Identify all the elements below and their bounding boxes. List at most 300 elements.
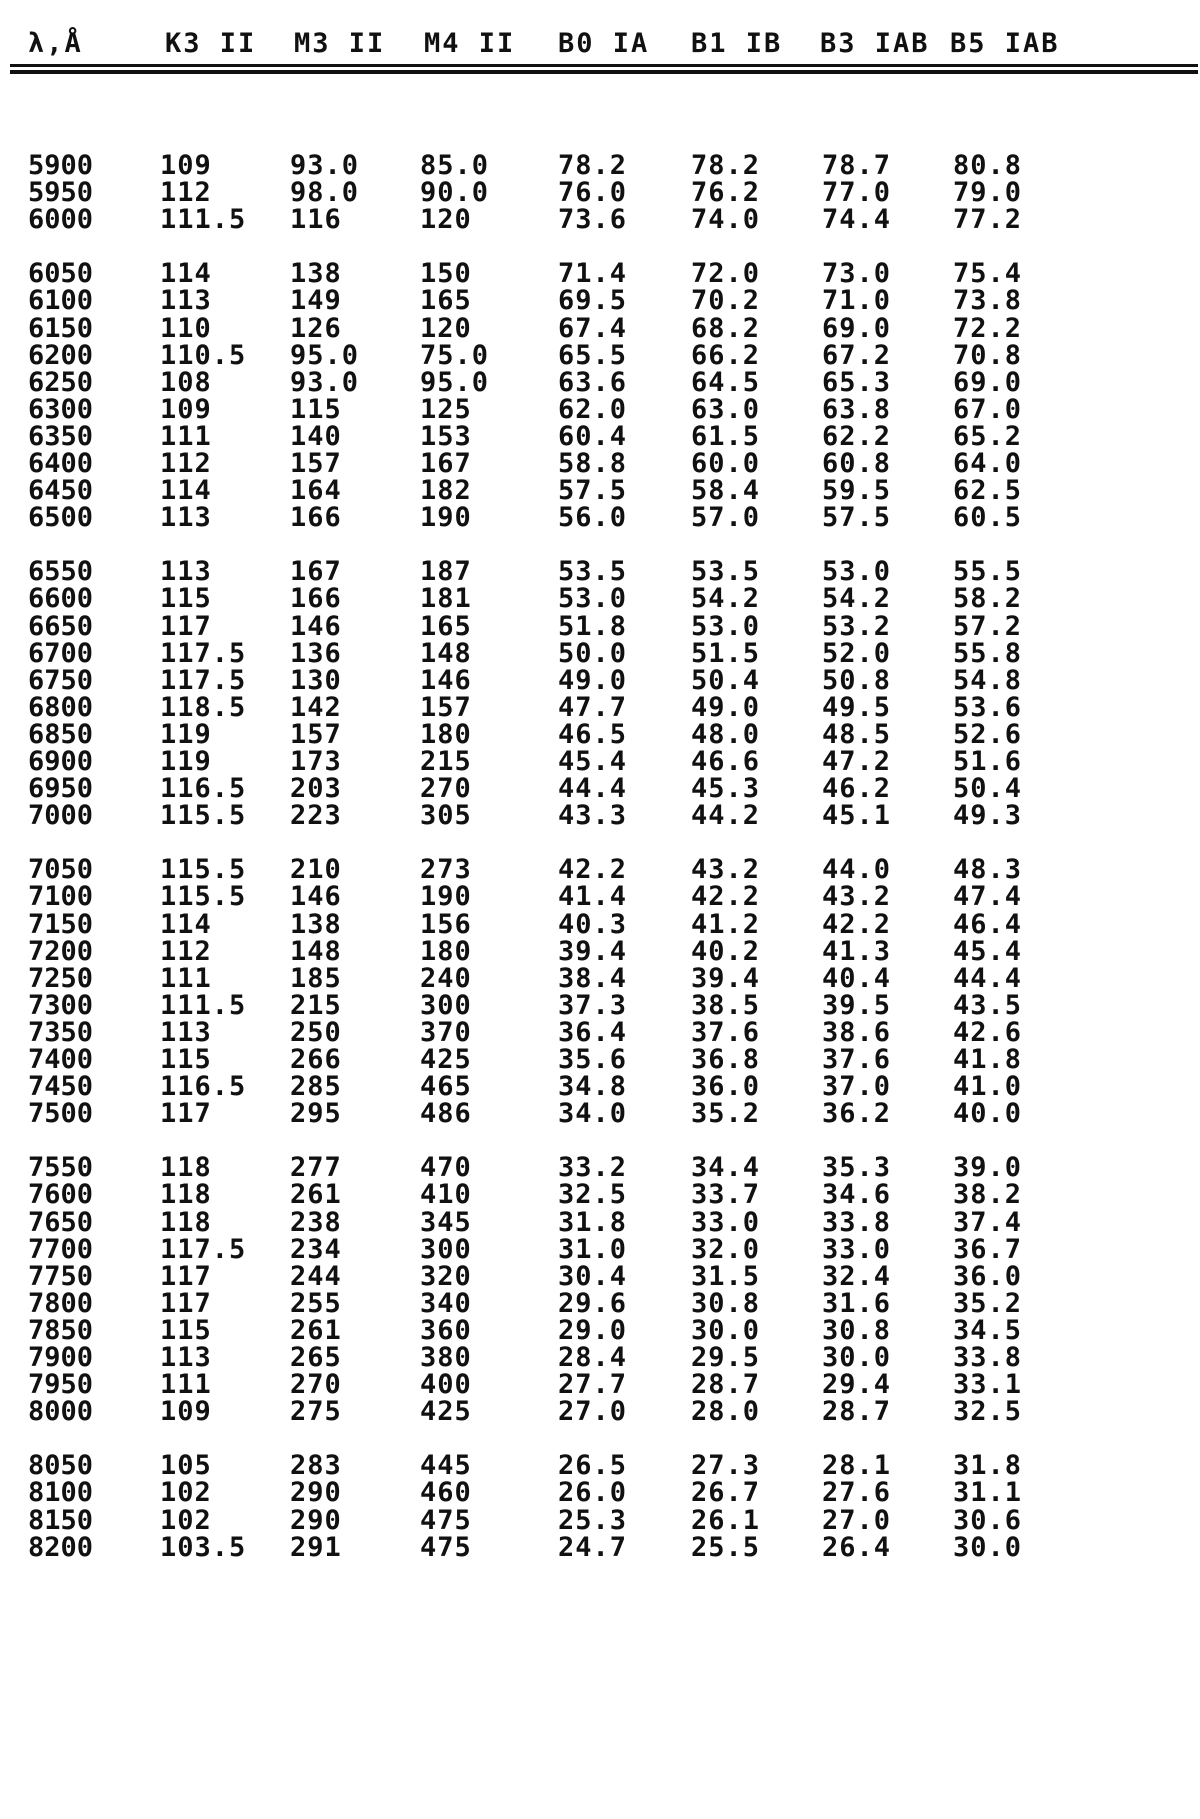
cell-m4-ii: 215 <box>420 746 472 777</box>
cell-k3-ii: 118.5 <box>160 691 247 723</box>
cell-k3-ii: 117 <box>160 1260 212 1292</box>
cell-b3-iab: 67.2 <box>822 339 892 371</box>
cell-b3-iab: 37.0 <box>822 1071 892 1103</box>
cell-b5-iab: 34.5 <box>953 1314 1023 1346</box>
cell-k3-ii: 116.5 <box>160 773 247 805</box>
cell-m3-ii: 138 <box>290 908 342 940</box>
cell-b5-iab: 55.8 <box>953 637 1023 669</box>
header-b3-iab: B3 IAB <box>820 28 930 59</box>
cell-wavelength: 7150 <box>28 908 94 940</box>
cell-b0-ia: 34.8 <box>558 1071 628 1103</box>
cell-wavelength: 7000 <box>28 800 94 832</box>
cell-m3-ii: 277 <box>290 1152 342 1184</box>
cell-k3-ii: 117 <box>160 1287 212 1319</box>
cell-b5-iab: 33.1 <box>953 1369 1023 1401</box>
cell-k3-ii: 117 <box>160 610 212 642</box>
cell-b0-ia: 46.5 <box>558 718 628 750</box>
table-row <box>0 800 1200 831</box>
cell-b1-ib: 28.0 <box>691 1396 761 1428</box>
cell-b1-ib: 31.5 <box>691 1260 761 1292</box>
cell-m3-ii: 261 <box>290 1314 342 1346</box>
cell-wavelength: 6300 <box>28 393 94 425</box>
cell-b5-iab: 55.5 <box>953 556 1023 588</box>
cell-b0-ia: 28.4 <box>558 1342 628 1373</box>
cell-m3-ii: 130 <box>290 664 342 696</box>
cell-m4-ii: 345 <box>420 1206 472 1238</box>
cell-m3-ii: 291 <box>290 1531 342 1563</box>
cell-wavelength: 6450 <box>28 475 94 507</box>
cell-m4-ii: 300 <box>420 989 472 1021</box>
cell-m3-ii: 290 <box>290 1477 342 1509</box>
cell-b1-ib: 58.4 <box>691 475 761 507</box>
cell-m4-ii: 320 <box>420 1260 472 1292</box>
cell-wavelength: 6550 <box>28 556 94 588</box>
cell-m3-ii: 215 <box>290 989 342 1021</box>
cell-wavelength: 7700 <box>28 1233 94 1265</box>
cell-b0-ia: 47.7 <box>558 691 628 723</box>
cell-b0-ia: 31.8 <box>558 1206 628 1238</box>
cell-b1-ib: 74.0 <box>691 204 761 236</box>
cell-wavelength: 6600 <box>28 583 94 615</box>
cell-b0-ia: 29.6 <box>558 1287 628 1319</box>
cell-wavelength: 5950 <box>28 177 94 209</box>
cell-k3-ii: 111 <box>160 1369 212 1401</box>
cell-wavelength: 6050 <box>28 258 94 290</box>
cell-b5-iab: 49.3 <box>953 800 1023 832</box>
cell-m3-ii: 290 <box>290 1504 342 1536</box>
cell-b5-iab: 31.8 <box>953 1450 1023 1482</box>
cell-wavelength: 6700 <box>28 637 94 669</box>
cell-b1-ib: 26.1 <box>691 1504 761 1536</box>
cell-b3-iab: 28.1 <box>822 1450 892 1482</box>
cell-b3-iab: 37.6 <box>822 1044 892 1075</box>
cell-b3-iab: 33.0 <box>822 1233 892 1265</box>
cell-b3-iab: 62.2 <box>822 420 892 452</box>
cell-b3-iab: 54.2 <box>822 583 892 615</box>
cell-m4-ii: 445 <box>420 1450 472 1482</box>
cell-b5-iab: 70.8 <box>953 339 1023 371</box>
cell-b1-ib: 25.5 <box>691 1531 761 1563</box>
cell-b5-iab: 50.4 <box>953 773 1023 805</box>
cell-m4-ii: 305 <box>420 800 472 832</box>
cell-wavelength: 7500 <box>28 1098 94 1130</box>
cell-m4-ii: 90.0 <box>420 177 490 209</box>
cell-m4-ii: 475 <box>420 1504 472 1536</box>
cell-wavelength: 5900 <box>28 150 94 181</box>
cell-k3-ii: 109 <box>160 150 212 181</box>
cell-b5-iab: 39.0 <box>953 1152 1023 1184</box>
cell-b3-iab: 53.0 <box>822 556 892 588</box>
cell-b1-ib: 42.2 <box>691 881 761 913</box>
cell-b3-iab: 65.3 <box>822 366 892 398</box>
cell-m4-ii: 300 <box>420 1233 472 1265</box>
cell-wavelength: 7100 <box>28 881 94 913</box>
cell-m3-ii: 136 <box>290 637 342 669</box>
cell-b0-ia: 29.0 <box>558 1314 628 1346</box>
cell-wavelength: 6100 <box>28 285 94 317</box>
cell-b5-iab: 72.2 <box>953 312 1023 344</box>
cell-b0-ia: 50.0 <box>558 637 628 669</box>
cell-m3-ii: 115 <box>290 393 342 425</box>
table-row <box>0 1396 1200 1427</box>
cell-b5-iab: 38.2 <box>953 1179 1023 1211</box>
cell-k3-ii: 111.5 <box>160 989 247 1021</box>
cell-b3-iab: 33.8 <box>822 1206 892 1238</box>
cell-k3-ii: 119 <box>160 718 212 750</box>
cell-b1-ib: 51.5 <box>691 637 761 669</box>
cell-m3-ii: 244 <box>290 1260 342 1292</box>
cell-wavelength: 6000 <box>28 204 94 236</box>
cell-m3-ii: 166 <box>290 502 342 534</box>
cell-wavelength: 8100 <box>28 1477 94 1509</box>
cell-b1-ib: 30.0 <box>691 1314 761 1346</box>
cell-m3-ii: 140 <box>290 420 342 452</box>
cell-m4-ii: 167 <box>420 448 472 479</box>
cell-m3-ii: 148 <box>290 935 342 967</box>
cell-k3-ii: 105 <box>160 1450 212 1482</box>
cell-k3-ii: 113 <box>160 556 212 588</box>
cell-m4-ii: 146 <box>420 664 472 696</box>
table-row <box>0 502 1200 533</box>
cell-b5-iab: 75.4 <box>953 258 1023 290</box>
cell-b1-ib: 28.7 <box>691 1369 761 1401</box>
cell-b5-iab: 65.2 <box>953 420 1023 452</box>
cell-wavelength: 8050 <box>28 1450 94 1482</box>
cell-b5-iab: 44.4 <box>953 962 1023 994</box>
cell-b3-iab: 32.4 <box>822 1260 892 1292</box>
cell-b5-iab: 69.0 <box>953 366 1023 398</box>
cell-b1-ib: 61.5 <box>691 420 761 452</box>
cell-k3-ii: 113 <box>160 502 212 534</box>
cell-b3-iab: 30.8 <box>822 1314 892 1346</box>
cell-m4-ii: 190 <box>420 881 472 913</box>
cell-b3-iab: 30.0 <box>822 1342 892 1373</box>
cell-b3-iab: 27.0 <box>822 1504 892 1536</box>
cell-b1-ib: 29.5 <box>691 1342 761 1373</box>
cell-b0-ia: 40.3 <box>558 908 628 940</box>
cell-b1-ib: 43.2 <box>691 854 761 886</box>
cell-b0-ia: 39.4 <box>558 935 628 967</box>
cell-b5-iab: 41.8 <box>953 1044 1023 1075</box>
cell-m3-ii: 285 <box>290 1071 342 1103</box>
cell-wavelength: 7400 <box>28 1044 94 1075</box>
cell-m4-ii: 380 <box>420 1342 472 1373</box>
cell-wavelength: 6400 <box>28 448 94 479</box>
cell-b5-iab: 64.0 <box>953 448 1023 479</box>
cell-b3-iab: 63.8 <box>822 393 892 425</box>
cell-m4-ii: 190 <box>420 502 472 534</box>
cell-b0-ia: 71.4 <box>558 258 628 290</box>
cell-m3-ii: 98.0 <box>290 177 360 209</box>
cell-b0-ia: 31.0 <box>558 1233 628 1265</box>
cell-b3-iab: 44.0 <box>822 854 892 886</box>
cell-b0-ia: 41.4 <box>558 881 628 913</box>
cell-b0-ia: 51.8 <box>558 610 628 642</box>
cell-b0-ia: 69.5 <box>558 285 628 317</box>
cell-k3-ii: 111 <box>160 962 212 994</box>
cell-b3-iab: 49.5 <box>822 691 892 723</box>
cell-wavelength: 7800 <box>28 1287 94 1319</box>
cell-k3-ii: 110 <box>160 312 212 344</box>
cell-b3-iab: 57.5 <box>822 502 892 534</box>
cell-b1-ib: 36.0 <box>691 1071 761 1103</box>
cell-wavelength: 7200 <box>28 935 94 967</box>
cell-m4-ii: 181 <box>420 583 472 615</box>
cell-b3-iab: 43.2 <box>822 881 892 913</box>
cell-wavelength: 6350 <box>28 420 94 452</box>
cell-wavelength: 7550 <box>28 1152 94 1184</box>
cell-m4-ii: 180 <box>420 935 472 967</box>
header-wavelength: λ,Å <box>28 28 83 59</box>
cell-b1-ib: 33.0 <box>691 1206 761 1238</box>
cell-b3-iab: 27.6 <box>822 1477 892 1509</box>
header-rule-bottom <box>10 70 1198 74</box>
header-k3-ii: K3 II <box>165 28 257 59</box>
header-b1-ib: B1 IB <box>691 28 783 59</box>
cell-b3-iab: 71.0 <box>822 285 892 317</box>
cell-wavelength: 7900 <box>28 1342 94 1373</box>
table-row <box>0 1098 1200 1129</box>
cell-m3-ii: 93.0 <box>290 150 360 181</box>
cell-m4-ii: 95.0 <box>420 366 490 398</box>
cell-b1-ib: 66.2 <box>691 339 761 371</box>
cell-b1-ib: 57.0 <box>691 502 761 534</box>
cell-b1-ib: 70.2 <box>691 285 761 317</box>
cell-b0-ia: 35.6 <box>558 1044 628 1075</box>
cell-b5-iab: 53.6 <box>953 691 1023 723</box>
cell-wavelength: 6750 <box>28 664 94 696</box>
cell-b3-iab: 34.6 <box>822 1179 892 1211</box>
cell-b0-ia: 27.0 <box>558 1396 628 1428</box>
cell-b5-iab: 36.7 <box>953 1233 1023 1265</box>
cell-k3-ii: 109 <box>160 1396 212 1428</box>
cell-m3-ii: 95.0 <box>290 339 360 371</box>
cell-k3-ii: 113 <box>160 1342 212 1373</box>
cell-wavelength: 6250 <box>28 366 94 398</box>
cell-b5-iab: 77.2 <box>953 204 1023 236</box>
cell-b5-iab: 57.2 <box>953 610 1023 642</box>
cell-k3-ii: 111 <box>160 420 212 452</box>
cell-m4-ii: 273 <box>420 854 472 886</box>
cell-wavelength: 7750 <box>28 1260 94 1292</box>
cell-wavelength: 6150 <box>28 312 94 344</box>
cell-b0-ia: 44.4 <box>558 773 628 805</box>
cell-b0-ia: 26.5 <box>558 1450 628 1482</box>
header-b5-iab: B5 IAB <box>950 28 1060 59</box>
cell-b3-iab: 36.2 <box>822 1098 892 1130</box>
cell-m3-ii: 146 <box>290 881 342 913</box>
cell-k3-ii: 115.5 <box>160 881 247 913</box>
cell-b1-ib: 30.8 <box>691 1287 761 1319</box>
cell-b5-iab: 35.2 <box>953 1287 1023 1319</box>
cell-b5-iab: 30.0 <box>953 1531 1023 1563</box>
cell-b5-iab: 58.2 <box>953 583 1023 615</box>
cell-b3-iab: 46.2 <box>822 773 892 805</box>
cell-b5-iab: 45.4 <box>953 935 1023 967</box>
cell-m3-ii: 283 <box>290 1450 342 1482</box>
cell-m4-ii: 153 <box>420 420 472 452</box>
cell-b5-iab: 36.0 <box>953 1260 1023 1292</box>
cell-m4-ii: 125 <box>420 393 472 425</box>
cell-b1-ib: 39.4 <box>691 962 761 994</box>
cell-wavelength: 6500 <box>28 502 94 534</box>
cell-b1-ib: 45.3 <box>691 773 761 805</box>
cell-wavelength: 8150 <box>28 1504 94 1536</box>
cell-m4-ii: 182 <box>420 475 472 507</box>
cell-b3-iab: 40.4 <box>822 962 892 994</box>
header-m3-ii: M3 II <box>294 28 386 59</box>
cell-m3-ii: 167 <box>290 556 342 588</box>
cell-b1-ib: 41.2 <box>691 908 761 940</box>
cell-b3-iab: 52.0 <box>822 637 892 669</box>
cell-b0-ia: 42.2 <box>558 854 628 886</box>
cell-m4-ii: 240 <box>420 962 472 994</box>
cell-m4-ii: 150 <box>420 258 472 290</box>
cell-b5-iab: 60.5 <box>953 502 1023 534</box>
cell-b5-iab: 43.5 <box>953 989 1023 1021</box>
cell-b0-ia: 67.4 <box>558 312 628 344</box>
cell-wavelength: 7850 <box>28 1314 94 1346</box>
cell-m4-ii: 85.0 <box>420 150 490 181</box>
cell-wavelength: 8200 <box>28 1531 94 1563</box>
cell-b0-ia: 30.4 <box>558 1260 628 1292</box>
header-rule-top <box>10 64 1198 67</box>
cell-b5-iab: 33.8 <box>953 1342 1023 1373</box>
cell-wavelength: 6850 <box>28 718 94 750</box>
cell-b0-ia: 60.4 <box>558 420 628 452</box>
cell-b0-ia: 37.3 <box>558 989 628 1021</box>
cell-m4-ii: 475 <box>420 1531 472 1563</box>
cell-b0-ia: 57.5 <box>558 475 628 507</box>
cell-k3-ii: 112 <box>160 448 212 479</box>
cell-m3-ii: 164 <box>290 475 342 507</box>
cell-m3-ii: 146 <box>290 610 342 642</box>
cell-b0-ia: 62.0 <box>558 393 628 425</box>
cell-wavelength: 7050 <box>28 854 94 886</box>
cell-b3-iab: 42.2 <box>822 908 892 940</box>
cell-m3-ii: 270 <box>290 1369 342 1401</box>
cell-k3-ii: 112 <box>160 177 212 209</box>
cell-b3-iab: 48.5 <box>822 718 892 750</box>
cell-k3-ii: 113 <box>160 285 212 317</box>
cell-m3-ii: 157 <box>290 448 342 479</box>
cell-k3-ii: 115 <box>160 1314 212 1346</box>
cell-wavelength: 7250 <box>28 962 94 994</box>
cell-wavelength: 7450 <box>28 1071 94 1103</box>
cell-wavelength: 7950 <box>28 1369 94 1401</box>
cell-b3-iab: 47.2 <box>822 746 892 777</box>
cell-b1-ib: 36.8 <box>691 1044 761 1075</box>
cell-b0-ia: 33.2 <box>558 1152 628 1184</box>
cell-k3-ii: 112 <box>160 935 212 967</box>
cell-b3-iab: 28.7 <box>822 1396 892 1428</box>
cell-k3-ii: 116.5 <box>160 1071 247 1103</box>
cell-m3-ii: 157 <box>290 718 342 750</box>
cell-m3-ii: 93.0 <box>290 366 360 398</box>
cell-m4-ii: 400 <box>420 1369 472 1401</box>
cell-b1-ib: 32.0 <box>691 1233 761 1265</box>
cell-b5-iab: 48.3 <box>953 854 1023 886</box>
cell-b3-iab: 78.7 <box>822 150 892 181</box>
cell-b0-ia: 45.4 <box>558 746 628 777</box>
cell-b3-iab: 69.0 <box>822 312 892 344</box>
cell-m3-ii: 275 <box>290 1396 342 1428</box>
cell-k3-ii: 108 <box>160 366 212 398</box>
cell-m3-ii: 261 <box>290 1179 342 1211</box>
cell-b1-ib: 60.0 <box>691 448 761 479</box>
cell-b5-iab: 47.4 <box>953 881 1023 913</box>
cell-m4-ii: 340 <box>420 1287 472 1319</box>
cell-m3-ii: 265 <box>290 1342 342 1373</box>
cell-b5-iab: 41.0 <box>953 1071 1023 1103</box>
cell-b0-ia: 73.6 <box>558 204 628 236</box>
cell-k3-ii: 114 <box>160 475 212 507</box>
cell-k3-ii: 103.5 <box>160 1531 247 1563</box>
cell-b5-iab: 40.0 <box>953 1098 1023 1130</box>
cell-wavelength: 7300 <box>28 989 94 1021</box>
cell-m4-ii: 270 <box>420 773 472 805</box>
cell-b1-ib: 38.5 <box>691 989 761 1021</box>
cell-b3-iab: 41.3 <box>822 935 892 967</box>
cell-b5-iab: 73.8 <box>953 285 1023 317</box>
cell-m4-ii: 165 <box>420 610 472 642</box>
cell-k3-ii: 117 <box>160 1098 212 1130</box>
cell-b3-iab: 50.8 <box>822 664 892 696</box>
cell-m4-ii: 165 <box>420 285 472 317</box>
cell-m4-ii: 180 <box>420 718 472 750</box>
header-m4-ii: M4 II <box>424 28 516 59</box>
cell-m3-ii: 126 <box>290 312 342 344</box>
cell-b1-ib: 40.2 <box>691 935 761 967</box>
cell-m4-ii: 370 <box>420 1016 472 1048</box>
cell-wavelength: 7650 <box>28 1206 94 1238</box>
cell-b0-ia: 25.3 <box>558 1504 628 1536</box>
cell-b3-iab: 53.2 <box>822 610 892 642</box>
cell-k3-ii: 117.5 <box>160 664 247 696</box>
cell-b3-iab: 45.1 <box>822 800 892 832</box>
cell-b0-ia: 26.0 <box>558 1477 628 1509</box>
cell-m3-ii: 185 <box>290 962 342 994</box>
cell-m3-ii: 173 <box>290 746 342 777</box>
cell-b3-iab: 38.6 <box>822 1016 892 1048</box>
cell-m4-ii: 157 <box>420 691 472 723</box>
cell-m4-ii: 425 <box>420 1044 472 1075</box>
cell-b0-ia: 63.6 <box>558 366 628 398</box>
cell-b1-ib: 48.0 <box>691 718 761 750</box>
cell-b0-ia: 58.8 <box>558 448 628 479</box>
cell-k3-ii: 118 <box>160 1152 212 1184</box>
cell-b0-ia: 43.3 <box>558 800 628 832</box>
cell-k3-ii: 118 <box>160 1206 212 1238</box>
cell-m4-ii: 75.0 <box>420 339 490 371</box>
cell-b1-ib: 68.2 <box>691 312 761 344</box>
cell-b3-iab: 73.0 <box>822 258 892 290</box>
cell-wavelength: 6200 <box>28 339 94 371</box>
cell-m4-ii: 465 <box>420 1071 472 1103</box>
cell-b0-ia: 76.0 <box>558 177 628 209</box>
cell-m3-ii: 234 <box>290 1233 342 1265</box>
cell-b0-ia: 32.5 <box>558 1179 628 1211</box>
cell-b3-iab: 31.6 <box>822 1287 892 1319</box>
cell-k3-ii: 117.5 <box>160 637 247 669</box>
cell-b1-ib: 76.2 <box>691 177 761 209</box>
cell-b1-ib: 33.7 <box>691 1179 761 1211</box>
cell-b3-iab: 74.4 <box>822 204 892 236</box>
cell-b3-iab: 60.8 <box>822 448 892 479</box>
cell-b0-ia: 65.5 <box>558 339 628 371</box>
cell-k3-ii: 115.5 <box>160 800 247 832</box>
cell-m4-ii: 187 <box>420 556 472 588</box>
